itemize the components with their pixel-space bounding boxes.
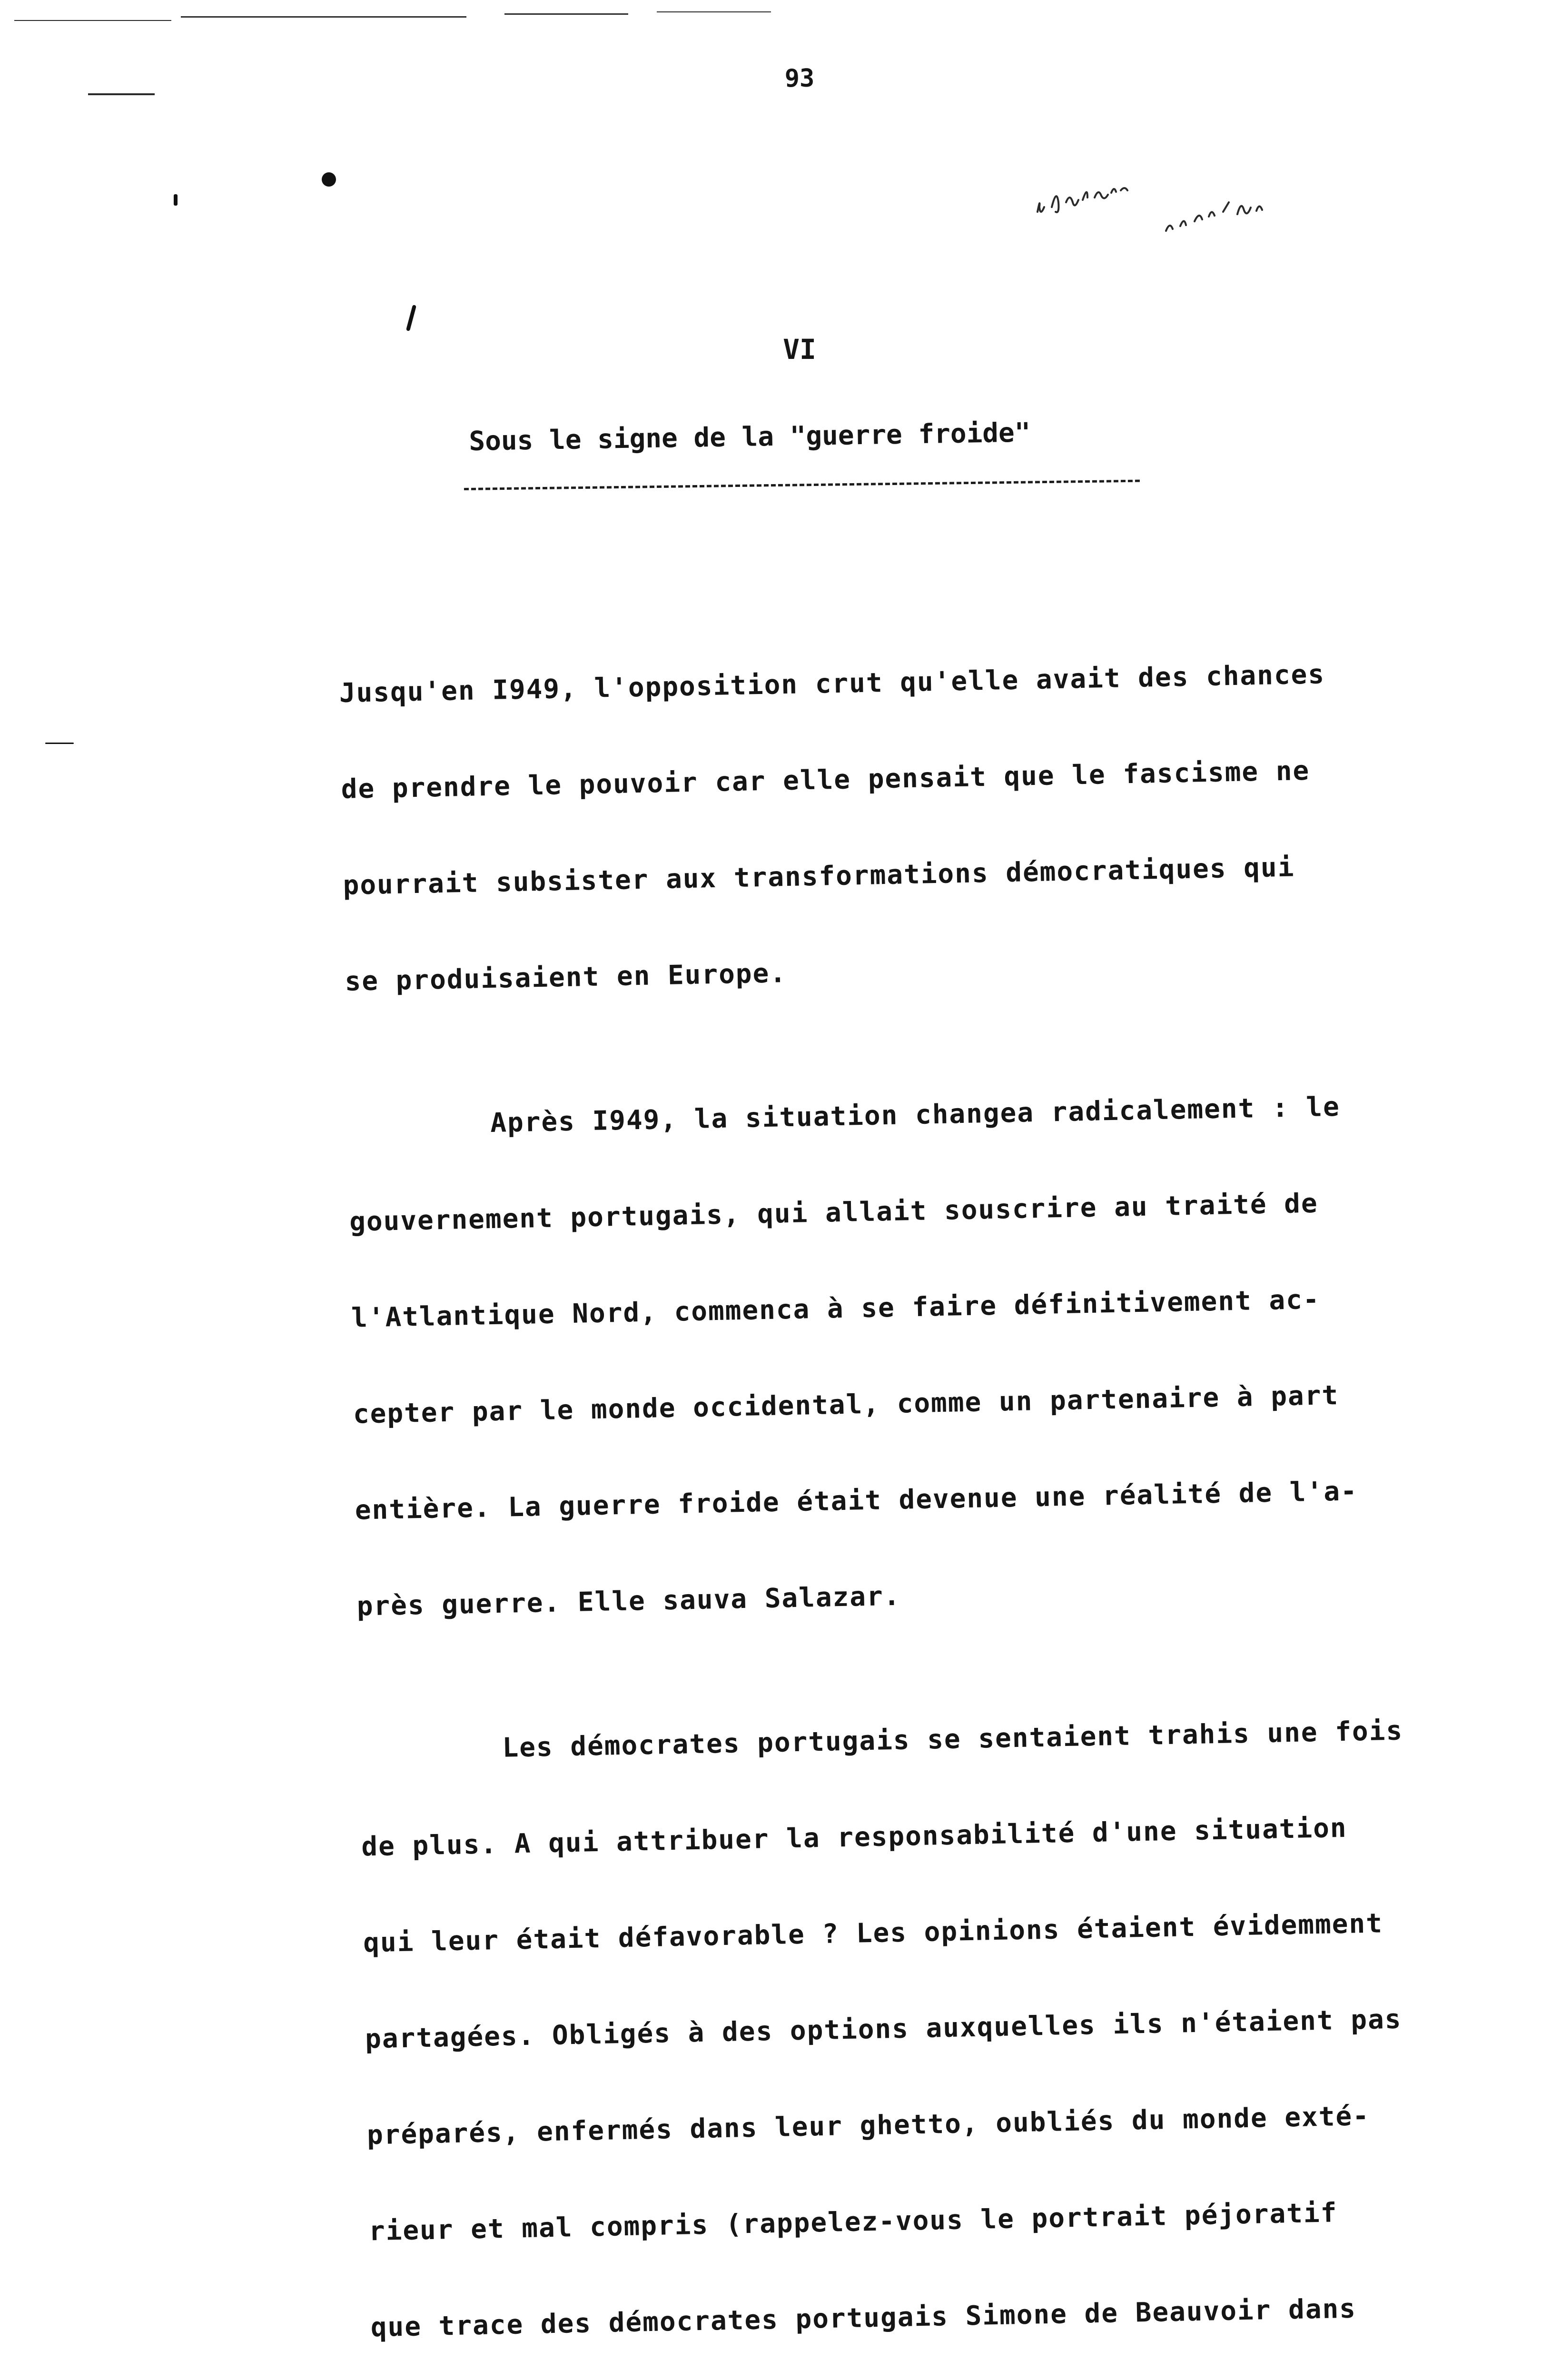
scan-mark xyxy=(88,93,155,95)
text-line: de plus. A qui attribuer la responsabilité d'une situation xyxy=(361,1812,1348,1863)
chapter-number: VI xyxy=(783,333,816,366)
scan-mark xyxy=(504,13,628,15)
text-line: qui leur était défavorable ? Les opinions étaient évidemment xyxy=(363,1908,1383,1959)
ink-mark xyxy=(45,743,74,744)
text-line: près guerre. Elle sauva Salazar. xyxy=(356,1580,901,1622)
text-line: entière. La guerre froide était devenue une réalité de l'a- xyxy=(355,1476,1358,1526)
text-line: cepter par le monde occidental, comme un partenaire à part xyxy=(353,1379,1339,1430)
paragraph xyxy=(346,1031,1533,1678)
scan-mark xyxy=(14,20,171,21)
text-line: rieur et mal compris (rappelez-vous le portrait péjoratif xyxy=(368,2197,1338,2247)
text-line: l'Atlantique Nord, commenca à se faire définitivement ac- xyxy=(351,1284,1321,1334)
ink-blot xyxy=(174,194,178,206)
text-line: partagées. Obligés à des options auxquelles ils n'étaient pas xyxy=(365,2003,1403,2055)
text-line: Jusqu'en I949, l'opposition crut qu'elle avait des chances xyxy=(339,659,1325,709)
text-line xyxy=(372,2377,1548,2380)
chapter-title: Sous le signe de la "guerre froide" xyxy=(469,417,1031,457)
text-line: gouvernement portugais, qui allait souscrire au traité de xyxy=(349,1188,1319,1238)
text-line: se produisaient en Europe. xyxy=(344,958,787,997)
page-number: 93 xyxy=(784,64,815,93)
title-underline xyxy=(464,480,1140,490)
paragraph xyxy=(338,599,1521,1054)
body-text xyxy=(338,599,1561,2380)
ink-mark xyxy=(406,305,416,331)
text-line: que trace des démocrates portugais Simone de Beauvoir dans xyxy=(370,2293,1357,2343)
paragraph xyxy=(358,1656,1555,2380)
text-line: préparés, enfermés dans leur ghetto, oubliés du monde exté- xyxy=(366,2100,1370,2151)
ink-blot xyxy=(322,172,336,187)
text-line: de prendre le pouvoir car elle pensait que le fascisme ne xyxy=(341,755,1310,805)
text-line: Après I949, la situation changea radicalement : le xyxy=(490,1091,1341,1139)
scan-mark xyxy=(181,16,466,18)
handwritten-annotation xyxy=(1023,155,1356,250)
text-line: pourrait subsister aux transformations démocratiques qui xyxy=(343,852,1295,901)
scan-mark xyxy=(657,11,771,12)
text-line: Les démocrates portugais se sentaient trahis une fois xyxy=(502,1715,1403,1764)
